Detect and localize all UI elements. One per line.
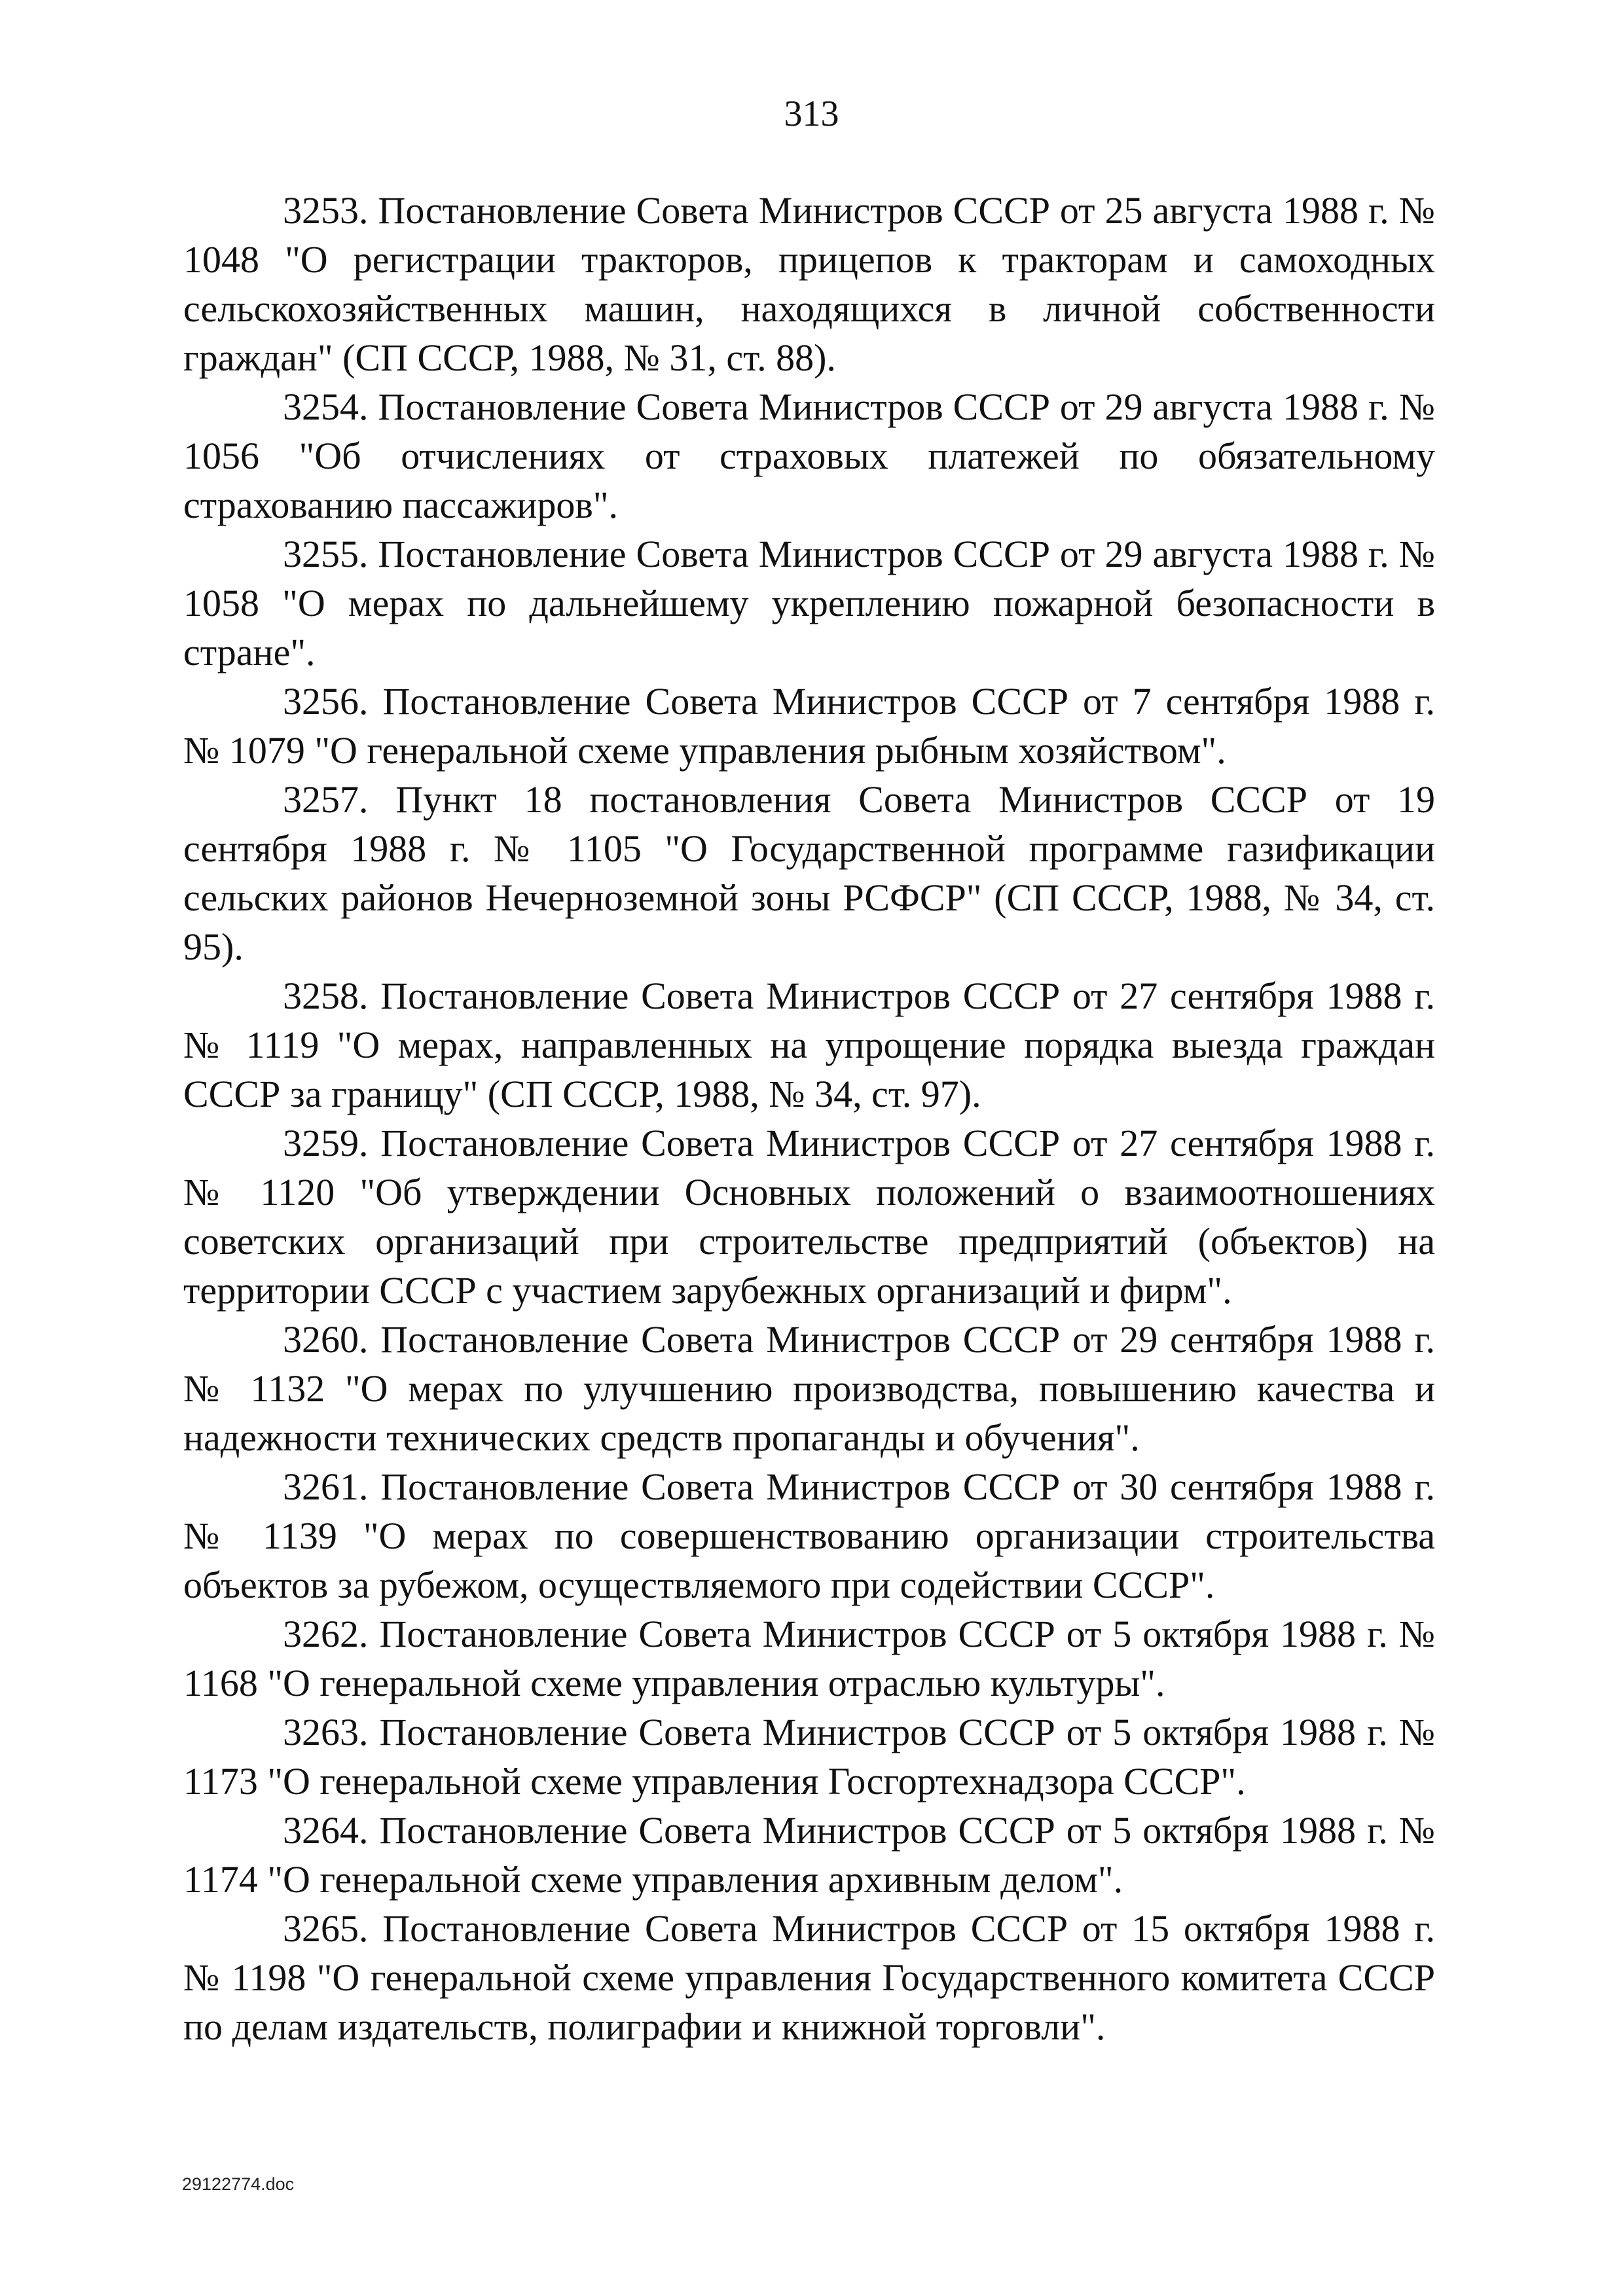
list-item: 3258. Постановление Совета Министров СССР от 27 сентября 1988 г. № 1119 "О мерах, направленных на упрощение порядка выезда граждан СССР за границу" (СП СССР, 1988, № 34, ст. 97). (183, 975, 1435, 1115)
list-item: 3263. Постановление Совета Министров СССР от 5 октября 1988 г. № 1173 "О генеральной схеме управления Госгортехнадзора СССР". (183, 1711, 1435, 1803)
list-item: 3255. Постановление Совета Министров СССР от 29 августа 1988 г. № 1058 "О мерах по дальнейшему укреплению пожарной безопасности в стране". (183, 533, 1435, 673)
list-item: 3262. Постановление Совета Министров СССР от 5 октября 1988 г. № 1168 "О генеральной схеме управления отраслью культуры". (183, 1613, 1435, 1704)
list-item: 3265. Постановление Совета Министров СССР от 15 октября 1988 г. № 1198 "О генеральной схеме управления Государственного комитета СССР по делам издательств, полиграфии и книжной торговли". (183, 1907, 1435, 2048)
list-item: 3257. Пункт 18 постановления Совета Министров СССР от 19 сентября 1988 г. № 1105 "О Государственной программе газификации сельских районов Нечерноземной зоны РСФСР" (СП СССР, 1988, № 34, ст. 95). (183, 778, 1435, 968)
document-body (183, 186, 1435, 2051)
list-item: 3259. Постановление Совета Министров СССР от 27 сентября 1988 г. № 1120 "Об утверждении Основных положений о взаимоотношениях советских организаций при строительстве предприятий (объектов) на территории СССР с участием зарубежных организаций и фирм". (183, 1122, 1435, 1312)
list-item: 3253. Постановление Совета Министров СССР от 25 августа 1988 г. № 1048 "О регистрации тракторов, прицепов к тракторам и самоходных сельскохозяйственных машин, находящихся в личной собственности граждан" (СП СССР, 1988, № 31, ст. 88). (183, 189, 1435, 379)
list-item: 3264. Постановление Совета Министров СССР от 5 октября 1988 г. № 1174 "О генеральной схеме управления архивным делом". (183, 1809, 1435, 1901)
page-number: 313 (784, 94, 839, 134)
footer-file-name: 29122774.doc (182, 2174, 295, 2194)
list-item: 3256. Постановление Совета Министров СССР от 7 сентября 1988 г. № 1079 "О генеральной схеме управления рыбным хозяйством". (183, 680, 1435, 772)
list-item: 3261. Постановление Совета Министров СССР от 30 сентября 1988 г. № 1139 "О мерах по совершенствованию организации строительства объектов за рубежом, осуществляемого при содействии СССР". (183, 1465, 1435, 1606)
list-item: 3254. Постановление Совета Министров СССР от 29 августа 1988 г. № 1056 "Об отчислениях от страховых платежей по обязательному страхованию пассажиров". (183, 386, 1435, 526)
list-item: 3260. Постановление Совета Министров СССР от 29 сентября 1988 г. № 1132 "О мерах по улучшению производства, повышению качества и надежности технических средств пропаганды и обучения". (183, 1318, 1435, 1459)
